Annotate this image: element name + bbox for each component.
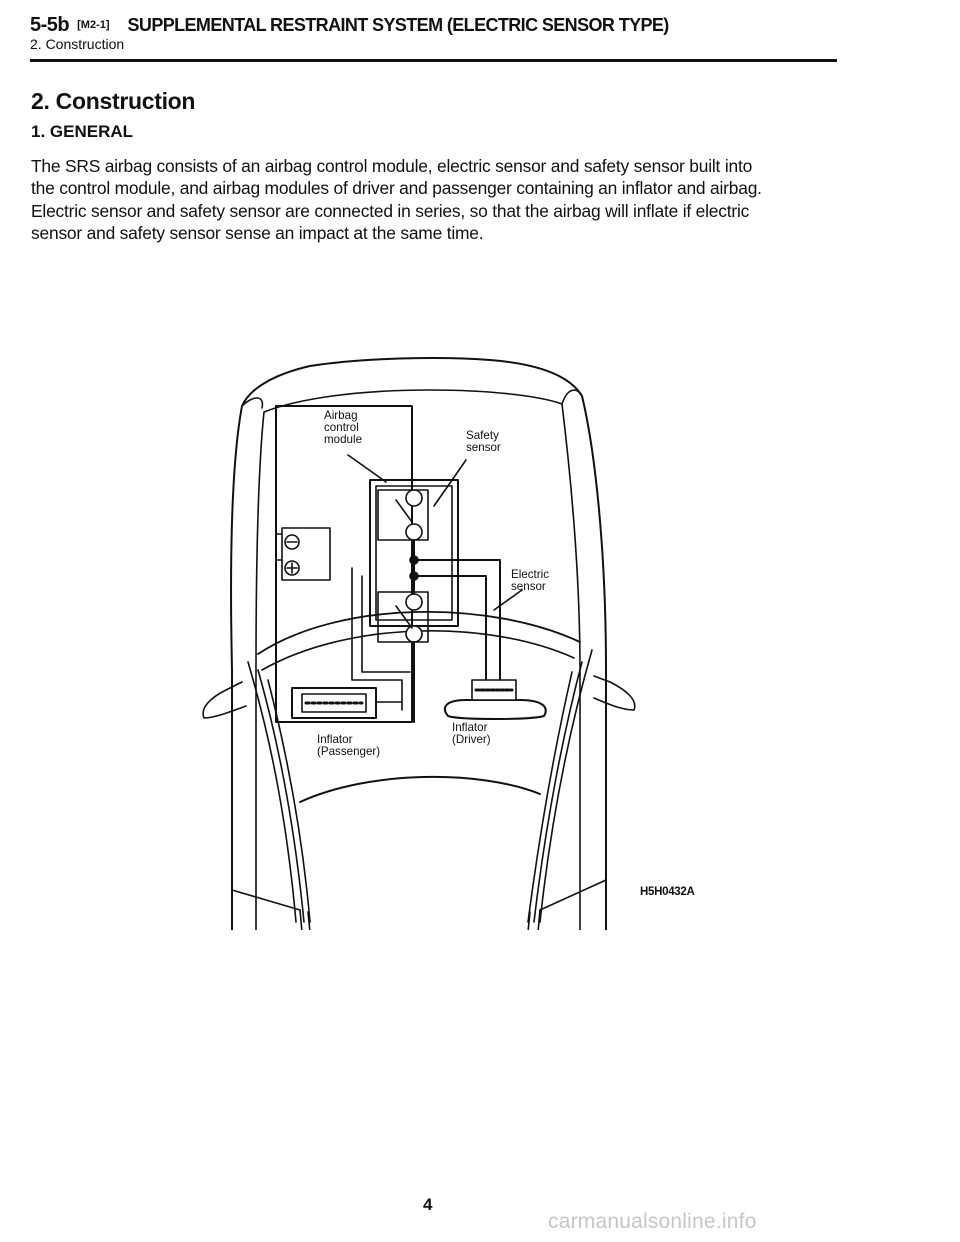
label-electric-sensor bbox=[511, 569, 549, 593]
figure-code: H5H0432A bbox=[640, 886, 695, 898]
label-line: Airbag bbox=[324, 409, 358, 422]
section-subheading: 1. GENERAL bbox=[31, 122, 134, 141]
vehicle-outline-drawing bbox=[190, 350, 660, 930]
header-title: SUPPLEMENTAL RESTRAINT SYSTEM (ELECTRIC SENSOR TYPE) bbox=[127, 15, 669, 35]
header-subtitle: 2. Construction bbox=[30, 36, 125, 52]
body-paragraph bbox=[31, 155, 846, 245]
page-heading: 2. Construction bbox=[31, 88, 196, 114]
label-safety-sensor bbox=[466, 430, 501, 454]
page-header bbox=[30, 14, 840, 52]
label-line: sensor bbox=[466, 441, 501, 454]
header-line bbox=[30, 14, 840, 37]
label-line: sensor bbox=[511, 580, 546, 593]
body-line: The SRS airbag consists of an airbag control module, electric sensor and safety sensor built into bbox=[31, 156, 753, 176]
label-line: control bbox=[324, 421, 359, 434]
body-line: sensor and safety sensor sense an impact at the same time. bbox=[31, 223, 484, 244]
label-line: (Driver) bbox=[452, 733, 491, 746]
page-number: 4 bbox=[423, 1195, 433, 1214]
model-code: [M2-1] bbox=[77, 19, 110, 31]
label-line: (Passenger) bbox=[317, 745, 381, 758]
watermark: carmanualsonline.info bbox=[548, 1210, 757, 1233]
body-line: the control module, and airbag modules of driver and passenger containing an inflator and airbag. bbox=[31, 178, 762, 199]
label-line: Inflator bbox=[452, 721, 488, 734]
header-rule bbox=[30, 59, 837, 62]
body-line: Electric sensor and safety sensor are connected in series, so that the airbag will inflate if electric bbox=[31, 200, 750, 221]
srs-diagram bbox=[190, 350, 660, 930]
label-line: module bbox=[324, 433, 363, 446]
label-inflator-driver bbox=[452, 722, 491, 746]
label-line: Safety bbox=[466, 429, 499, 442]
section-number: 5-5b bbox=[30, 14, 70, 36]
label-airbag-control-module bbox=[324, 410, 362, 446]
label-inflator-passenger bbox=[317, 734, 380, 758]
label-line: Electric bbox=[511, 568, 550, 581]
label-line: Inflator bbox=[317, 733, 353, 746]
